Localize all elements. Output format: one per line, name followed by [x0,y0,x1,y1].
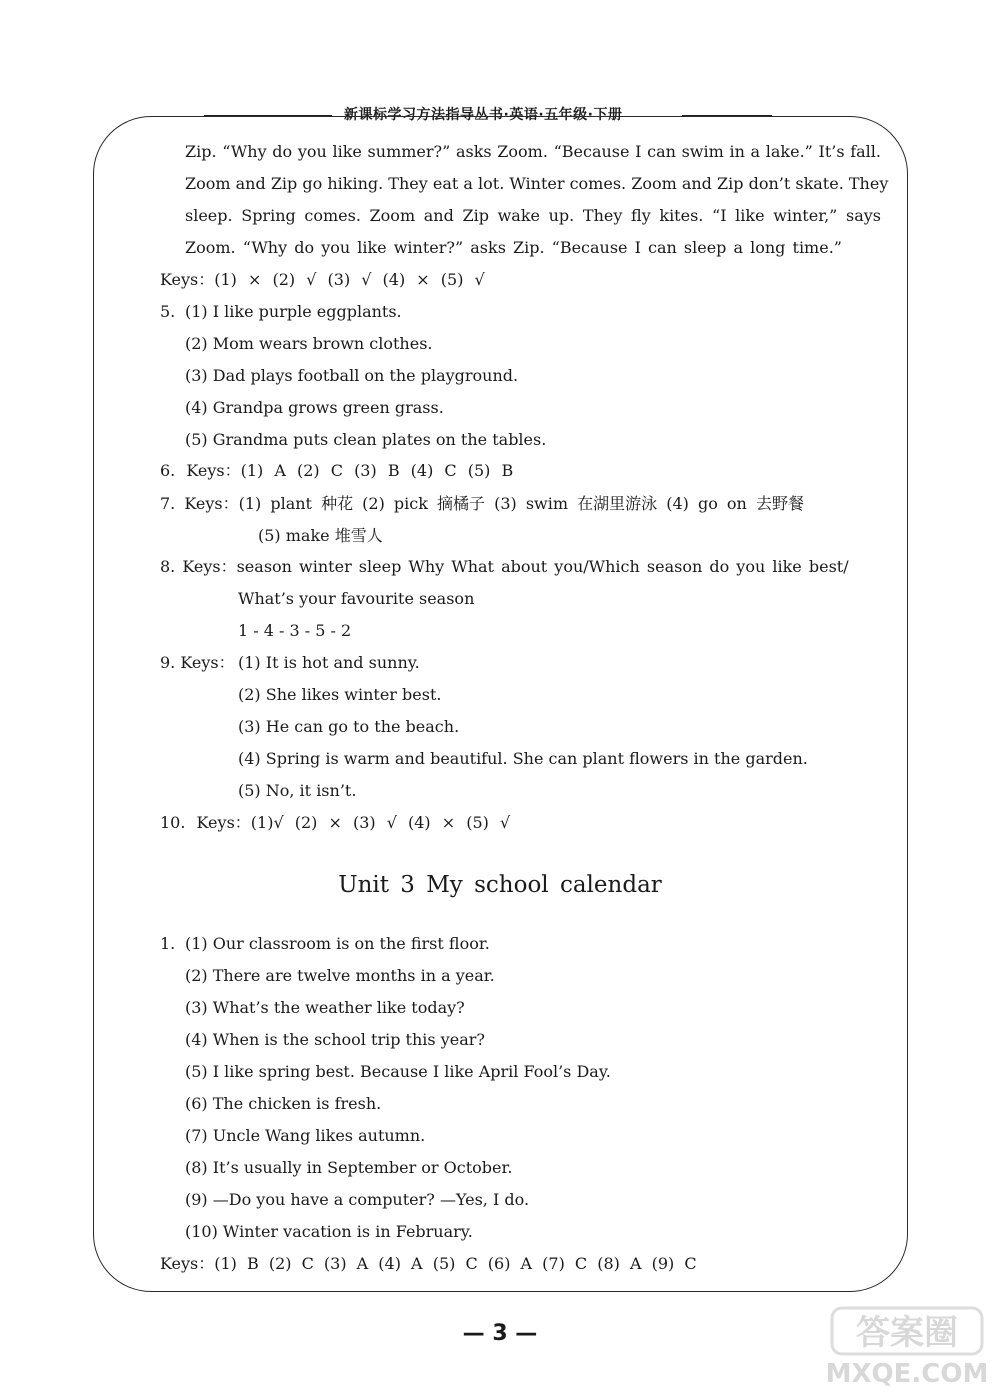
watermark-logo [818,1302,1000,1392]
list-item: (4) Spring is warm and beautiful. She can plant flowers in the garden. [238,749,808,768]
list-item: (1) It is hot and sunny. [238,653,420,672]
list-item: (3) Dad plays football on the playground. [185,366,519,385]
keys-q9-label: 9. Keys： [160,653,235,672]
list-item: (4) When is the school trip this year? [185,1030,485,1049]
unit-title: Unit 3 My school calendar [338,872,662,898]
header-title: 新课标学习方法指导丛书·英语·五年级·下册 [344,107,623,123]
keys-q4: Keys：(1) × (2) √ (3) √ (4) × (5) √ [160,270,485,289]
list-item: (3) What’s the weather like today? [185,998,465,1017]
list-item: (10) Winter vacation is in February. [185,1222,473,1241]
keys-q8-line2: What’s your favourite season [238,589,475,608]
keys-u3-q1: Keys：(1) B (2) C (3) A (4) A (5) C (6) A (7) C (8) A (9) C [160,1254,697,1273]
story-line: Zip. “Why do you like summer?” asks Zoom. “Because I can swim in a lake.” It’s fall. [185,142,881,161]
story-line: sleep. Spring comes. Zoom and Zip wake up. They fly kites. “I like winter,” says [185,206,881,225]
list-item: (8) It’s usually in September or October. [185,1158,513,1177]
list-item: (1) Our classroom is on the first floor. [185,934,490,953]
list-item: (2) Mom wears brown clothes. [185,334,433,353]
keys-q10: 10. Keys：(1)√ (2) × (3) √ (4) × (5) √ [160,813,511,832]
watermark-brand: 答案圈 [856,1313,958,1353]
keys-q7-line2: (5) make 堆雪人 [258,526,383,545]
keys-q7-line1: 7. Keys：(1) plant 种花 (2) pick 摘橘子 (3) swim 在湖里游泳 (4) go on 去野餐 [160,494,804,513]
list-item: (4) Grandpa grows green grass. [185,398,444,417]
list-item: (7) Uncle Wang likes autumn. [185,1126,426,1145]
watermark-url: MXQE.COM [825,1359,989,1389]
keys-q8-order: 1 - 4 - 3 - 5 - 2 [238,621,352,640]
list-item: (1) I like purple eggplants. [185,302,402,321]
list-item: (3) He can go to the beach. [238,717,460,736]
list-item: (6) The chicken is fresh. [185,1094,382,1113]
keys-q8-line1: 8. Keys：season winter sleep Why What about you/Which season do you like best/ [160,557,849,576]
list-item: (5) No, it isn’t. [238,781,357,800]
list-item: (5) Grandma puts clean plates on the tables. [185,430,547,449]
story-line: Zoom and Zip go hiking. They eat a lot. Winter comes. Zoom and Zip don’t skate. They [185,174,889,193]
page-number: — 3 — [462,1321,538,1346]
list-item: (2) There are twelve months in a year. [185,966,495,985]
question-number: 1. [160,934,176,953]
list-item: (9) —Do you have a computer? —Yes, I do. [185,1190,530,1209]
question-number: 5. [160,302,176,321]
story-line: Zoom. “Why do you like winter?” asks Zip. “Because I can sleep a long time.” [185,238,842,257]
list-item: (2) She likes winter best. [238,685,442,704]
list-item: (5) I like spring best. Because I like April Fool’s Day. [185,1062,611,1081]
keys-q6: 6. Keys：(1) A (2) C (3) B (4) C (5) B [160,461,514,480]
content-frame [93,116,908,1292]
